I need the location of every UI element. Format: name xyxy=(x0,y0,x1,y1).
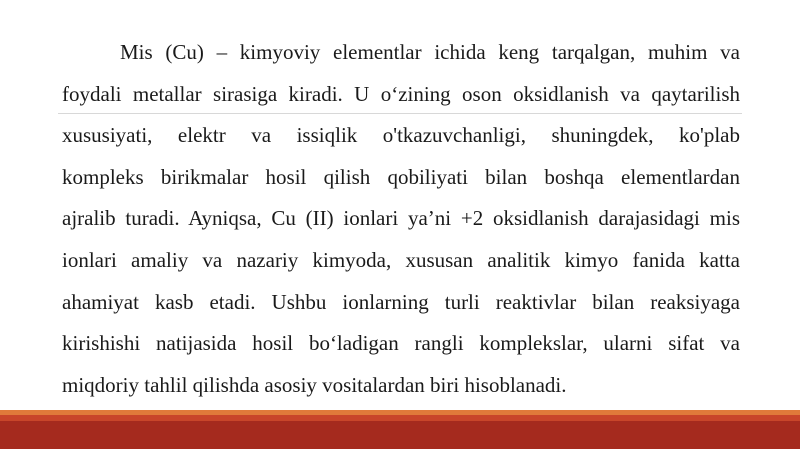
footer-stripe-bottom xyxy=(0,421,800,449)
paragraph-line: Mis (Cu) – kimyoviy elementlar ichida keng tarqalgan, muhim va xyxy=(120,40,740,64)
paragraph-line: ahamiyat kasb etadi. Ushbu ionlarning turli reaktivlar bilan reaksiyaga xyxy=(62,289,740,314)
paragraph-line: ionlari amaliy va nazariy kimyoda, xususan analitik kimyo fanida katta xyxy=(62,247,740,272)
paragraph-line: ajralib turadi. Ayniqsa, Cu (II) ionlari ya’ni +2 oksidlanish darajasidagi mis xyxy=(62,206,740,231)
paragraph-line: xususiyati, elektr va issiqlik o'tkazuvchanligi, shuningdek, ko'plab xyxy=(62,123,740,148)
footer-band xyxy=(0,410,800,449)
paragraph-line: foydali metallar sirasiga kiradi. U o‘zining oson oksidlanish va qaytarilish xyxy=(62,81,740,106)
paragraph-line: kompleks birikmalar hosil qilish qobiliyati bilan boshqa elementlardan xyxy=(62,164,740,189)
paragraph-line: miqdoriy tahlil qilishda asosiy vositalardan biri hisoblanadi. xyxy=(62,372,567,397)
body-paragraph xyxy=(62,33,740,407)
paragraph-line: kirishishi natijasida hosil bo‘ladigan rangli komplekslar, ularni sifat va xyxy=(62,331,740,356)
